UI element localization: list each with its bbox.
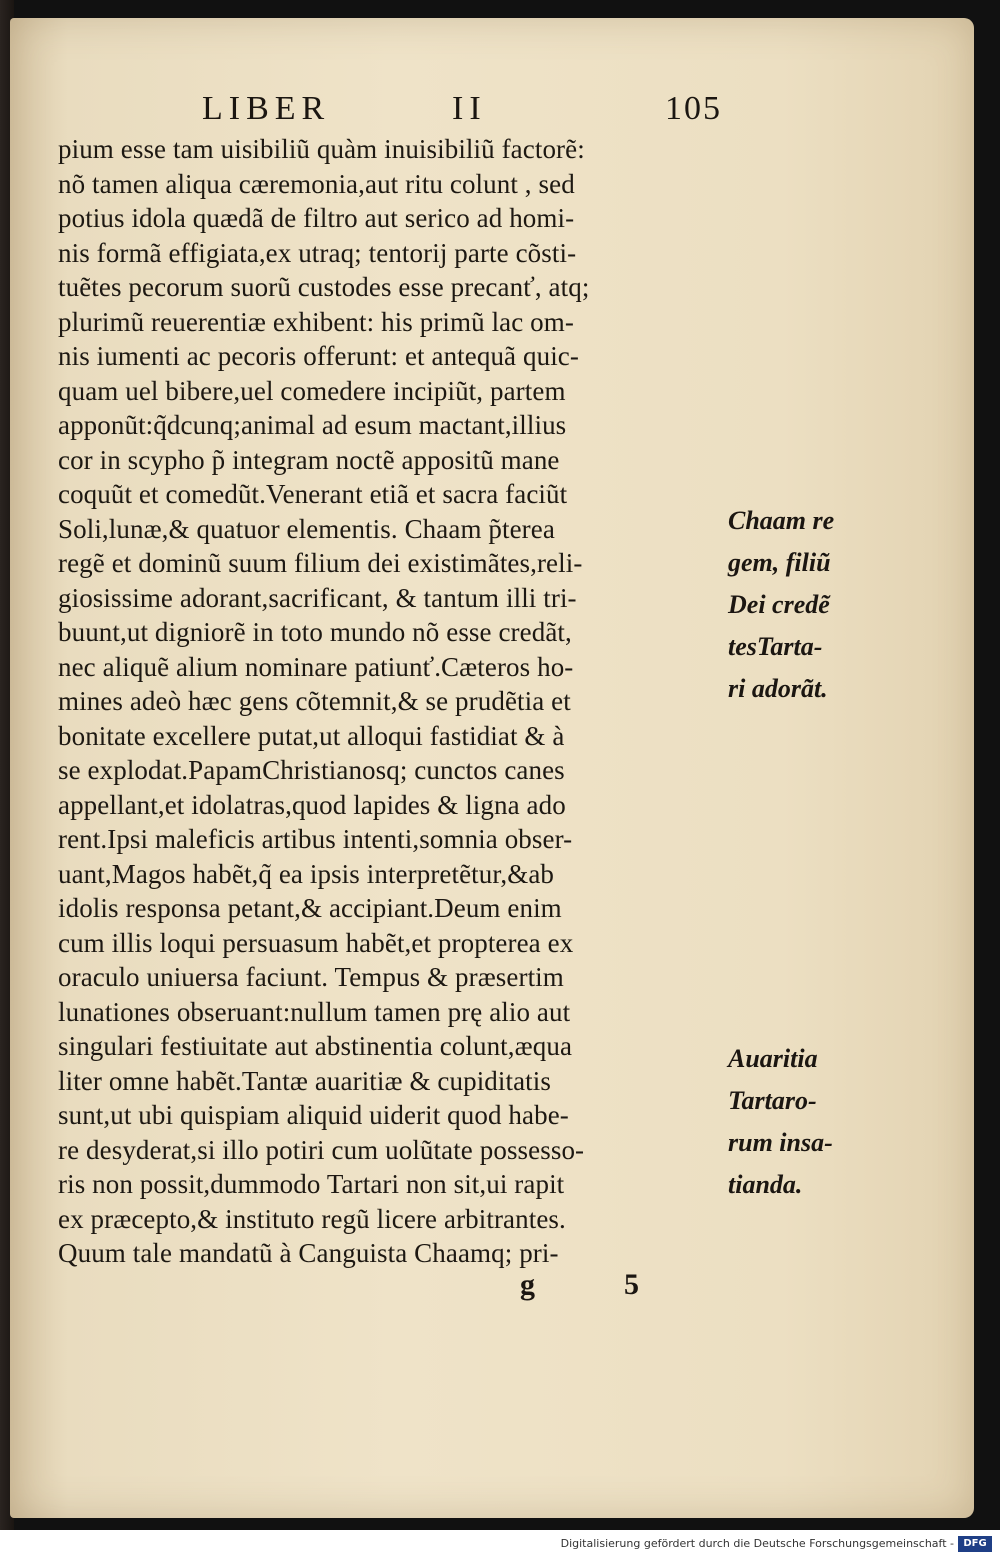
text-line: appellant,et idolatras,quod lapides & ligna ado [58,789,566,820]
text-line: mines adeò hæc gens cõtemnit,& se prudẽtia et [58,686,571,716]
text-line: ex præcepto,& instituto regũ licere arbitrantes. [58,1203,566,1234]
text-line: rent.Ipsi maleficis artibus intenti,somnia obser- [58,824,573,854]
body-text [58,132,738,1271]
text-line: nis iumenti ac pecoris offerunt: et antequã quic- [58,341,579,371]
marginal-line: tesTarta- [728,632,823,661]
text-line: Soli,lunæ,& quatuor elementis. Chaam p̃terea [58,513,555,544]
marginal-note-auaritia [728,1038,898,1206]
text-line: uant,Magos habẽt,q̃ ea ipsis interpretẽtur,&ab [58,858,555,889]
text-line: se explodat.PapamChristianosq; cunctos canes [58,755,565,785]
text-line: nis formã effigiata,ex utraq; tentorij parte cõsti- [58,237,577,268]
text-line: lunationes obseruant:nullum tamen prę alio aut [58,996,571,1027]
marginal-line: Dei credẽ [728,590,830,619]
marginal-note-chaam [728,500,898,710]
marginal-line: ri adorãt. [728,674,828,703]
text-line: buunt,ut digniorẽ in toto mundo nõ esse credãt, [58,617,572,647]
text-line: quam uel bibere,uel comedere incipiũt, partem [58,375,566,406]
marginal-line: tianda. [728,1170,803,1199]
marginal-line: Tartaro- [728,1086,817,1115]
text-line: oraculo uniuersa faciunt. Tempus & præsertim [58,962,564,992]
text-line: ris non possit,dummodo Tartari non sit,ui rapit [58,1169,565,1199]
text-line: giosissime adorant,sacrificant, & tantum illi tri- [58,582,577,613]
text-line: plurimũ reuerentiæ exhibent: his primũ lac om- [58,306,574,337]
text-line: coquũt et comedũt.Venerant etiã et sacra faciũt [58,479,568,509]
signature-number: 5 [624,1268,639,1301]
text-line: re desyderat,si illo potiri cum uolũtate possesso- [58,1134,585,1165]
funding-credit: Digitalisierung gefördert durch die Deutsche Forschungsgemeinschaft - [560,1537,954,1550]
text-line: bonitate excellere putat,ut alloqui fastidiat & à [58,720,565,751]
text-line: singulari festiuitate aut abstinentia colunt,æqua [58,1031,573,1061]
text-line: tuẽtes pecorum suorũ custodes esse precanť, atq; [58,272,590,302]
text-line: cum illis loqui persuasum habẽt,et propterea ex [58,927,574,958]
text-line: idolis responsa petant,& accipiant.Deum enim [58,893,562,923]
text-line: pium esse tam uisibiliũ quàm inuisibiliũ factorẽ: [58,134,585,164]
marginal-line: gem, filiũ [728,548,831,577]
text-line: apponũt:q̃dcunq;animal ad esum mactant,illius [58,410,567,440]
text-line: potius idola quædã de filtro aut serico ad homi- [58,203,575,233]
text-line: liter omne habẽt.Tantæ auaritiæ & cupiditatis [58,1065,551,1096]
marginal-line: rum insa- [728,1128,833,1157]
digitization-footer [0,1530,1000,1559]
text-line: cor in scypho p̃ integram noctẽ appositũ mane [58,444,560,475]
text-line: regẽ et dominũ suum filium dei existimãtes,reli- [58,548,583,578]
signature-mark [520,1268,680,1308]
text-line: nec aliquẽ alium nominare patiunť.Cæteros ho- [58,651,574,682]
dfg-logo: DFG [958,1536,992,1552]
marginal-line: Auaritia [728,1044,818,1073]
running-head [202,90,722,130]
text-line: sunt,ut ubi quispiam aliquid uiderit quod habe- [58,1100,569,1130]
running-head-number: II [452,90,487,127]
text-line: nõ tamen aliqua cæremonia,aut ritu colunt , sed [58,168,575,199]
running-head-book: LIBER [202,90,331,127]
text-line: Quum tale mandatũ à Canguista Chaamq; pri- [58,1238,559,1268]
signature-letter: g [520,1268,535,1301]
marginal-line: Chaam re [728,506,835,535]
page-number: 105 [665,90,722,127]
